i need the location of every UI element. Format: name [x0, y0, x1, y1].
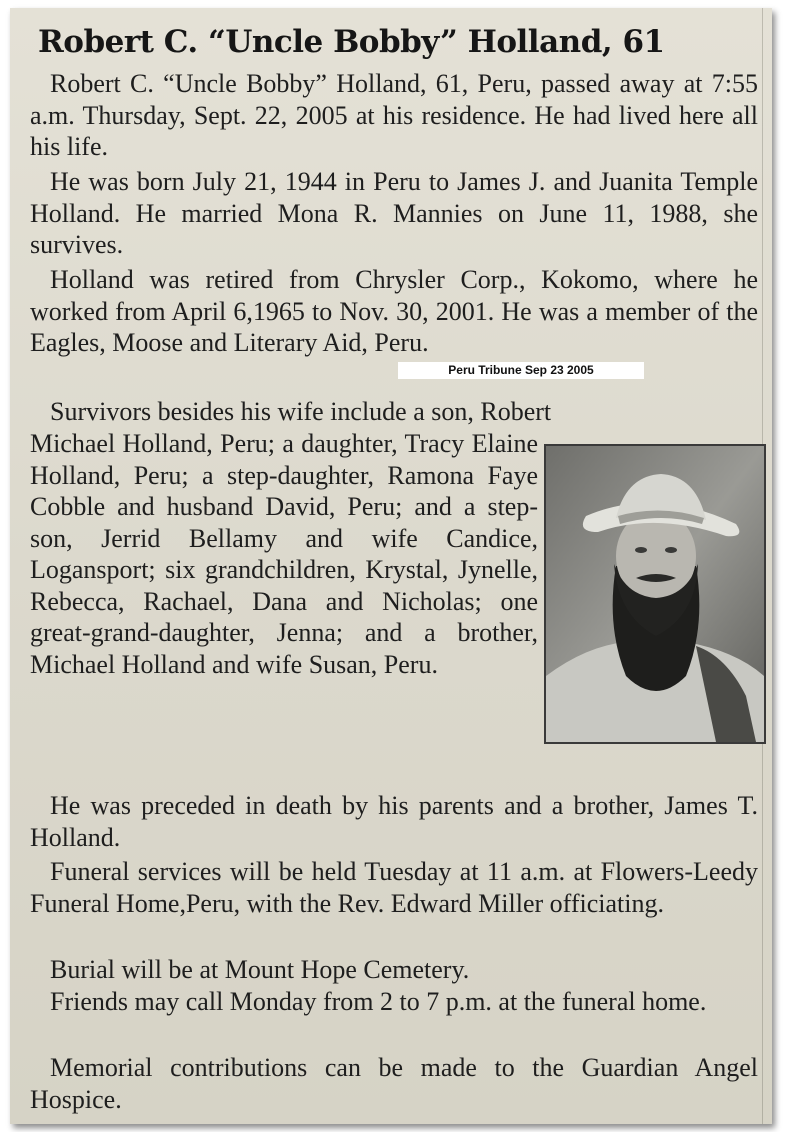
paragraph-visitation: Friends may call Monday from 2 to 7 p.m. at the funeral home.: [50, 987, 707, 1016]
paragraph-passing: Robert C. “Uncle Bobby” Holland, 61, Peru, passed away at 7:55 a.m. Thursday, Sept. 22, 2005 at his residence. He had lived here all his life.: [30, 69, 758, 161]
source-label: Peru Tribune Sep 23 2005: [398, 362, 644, 379]
paragraph-burial: Burial will be at Mount Hope Cemetery.: [50, 955, 470, 984]
paragraph-preceded: He was preceded in death by his parents and a brother, James T. Holland.: [30, 791, 758, 852]
paragraph-memorials: Memorial contributions can be made to the Guardian Angel Hospice.: [30, 1053, 758, 1114]
paragraph-birth-marriage: He was born July 21, 1944 in Peru to James J. and Juanita Temple Holland. He married Mona R. Mannies on June 11, 1988, she survives.: [30, 167, 758, 259]
paragraph-survivors: Michael Holland, Peru; a daughter, Tracy Elaine Holland, Peru; a step-daughter, Ramona Faye Cobble and husband David, Peru; and a step-son, Jerrid Bellamy and wife Candice, Logansport; six grandchildren, Krystal, Jynelle, Rebecca, Rachael, Dana and Nicholas; one great-grand-daughter, Jenna; and a brother, Michael Holland and wife Susan, Peru.: [30, 429, 538, 679]
paragraph-survivors-lead: Survivors besides his wife include a son, Robert: [50, 397, 552, 426]
newspaper-clipping: [10, 8, 772, 1124]
portrait-photo-icon: [546, 446, 764, 742]
paragraph-career-memberships: Holland was retired from Chrysler Corp., Kokomo, where he worked from April 6,1965 to Nov. 30, 2001. He was a member of the Eagles, Moose and Literary Aid, Peru.: [30, 265, 758, 357]
portrait-photo: [544, 444, 766, 744]
paragraph-funeral: Funeral services will be held Tuesday at 11 a.m. at Flowers-Leedy Funeral Home,Peru, with the Rev. Edward Miller officiating.: [30, 857, 758, 918]
obituary-headline: Robert C. “Uncle Bobby” Holland, 61: [38, 24, 665, 60]
